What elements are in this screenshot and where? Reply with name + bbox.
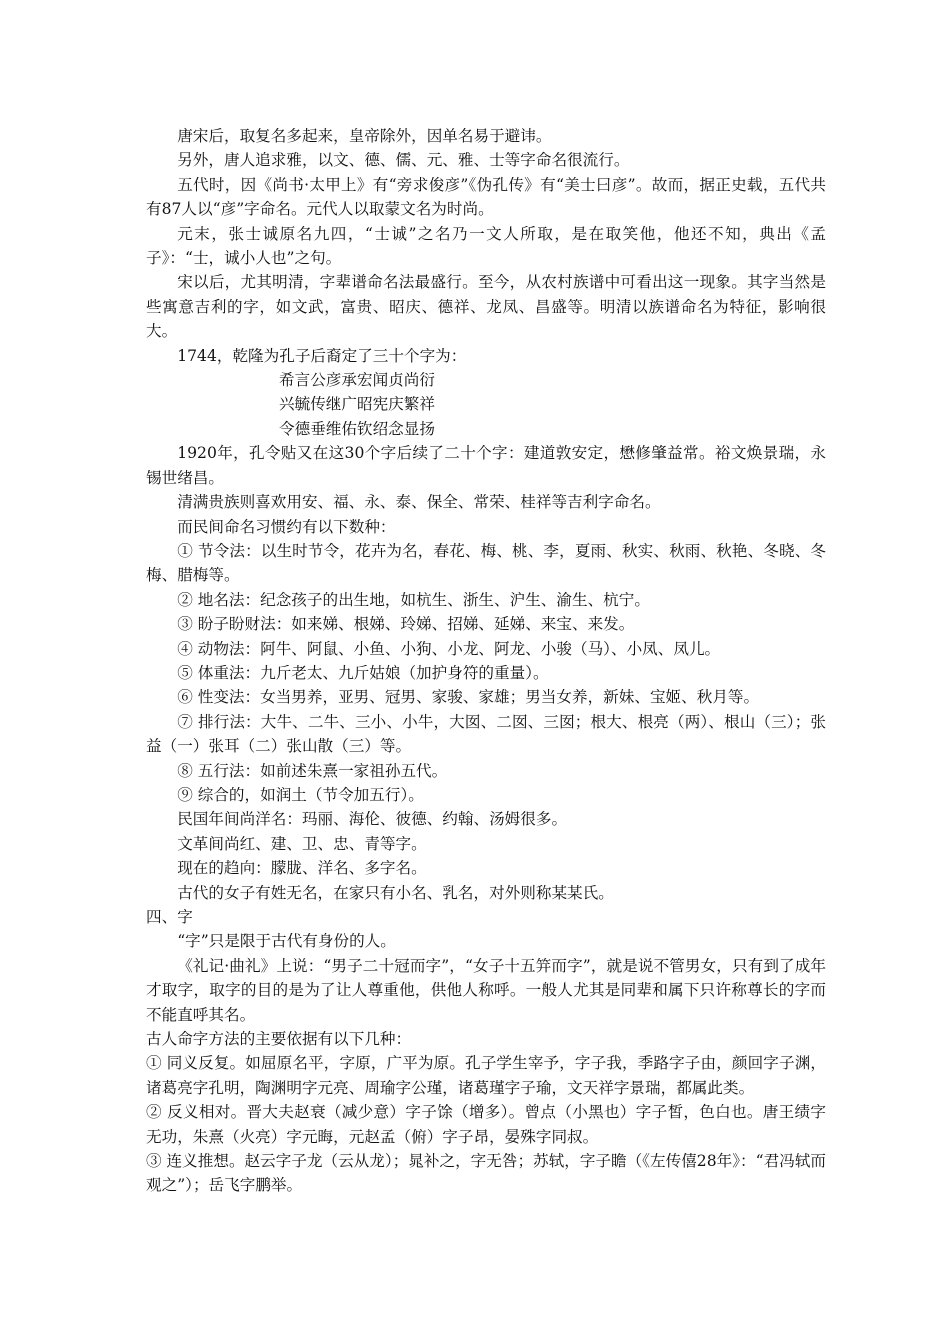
list-item-gender: ⑥ 性变法：女当男养，亚男、冠男、家骏、家雄；男当女养，新妹、宝姬、秋月等。 xyxy=(177,688,760,707)
list-item-antonym: ② 反义相对。晋大夫赵衰（减少意）字子馀（增多）。曾点（小黑也）字子皙，色白也。唐王绩字无功，朱熹（火亮）字元晦，元赵孟（俯）字子昂，晏殊字同叔。 xyxy=(146,1103,826,1146)
paragraph-liji: 《礼记·曲礼》上说：“男子二十冠而字”，“女子十五笄而字”，就是说不管男女，只有到了成年才取字，取字的目的是为了让人尊重他，供他人称呼。一般人尤其是同辈和属下只许称尊长的字而不能直呼其名。 xyxy=(146,956,826,1024)
paragraph-ancient-women: 古代的女子有姓无名，在家只有小名、乳名，对外则称某某氏。 xyxy=(177,883,614,902)
paragraph-zhang-shicheng: 元末，张士诚原名九四，“士诚”之名乃一文人所取，是在取笑他，他还不知，典出《孟子》：“士，诚小人也”之句。 xyxy=(146,224,826,268)
poem-line: 希言公彦承宏闻贞尚衍 xyxy=(279,371,435,390)
list-item-season: ① 节令法：以生时节令，花卉为名，春花、梅、桃、李，夏雨、秋实、秋雨、秋艳、冬晓、冬梅、腊梅等。 xyxy=(146,541,826,585)
paragraph-1920: 1920年，孔令贴又在这30个字后续了二十个字：建道敦安定，懋修肇益常。裕文焕景瑞，永锡世绪昌。 xyxy=(146,444,826,487)
list-item-combined: ⑨ 综合的，如润土（节令加五行）。 xyxy=(177,785,424,804)
list-item-synonym: ① 同义反复。如屈原名平，字原，广平为原。孔子学生宰予，字子我，季路字子由，颜回字子渊，诸葛亮字孔明，陶渊明字元亮、周瑜字公瑾，诸葛瑾字子瑜，文天祥字景瑞，都属此类。 xyxy=(146,1054,826,1097)
paragraph-tang-elegance: 另外，唐人追求雅，以文、德、儒、元、雅、士等字命名很流行。 xyxy=(177,151,630,170)
list-item-five-elements: ⑧ 五行法：如前述朱熹一家祖孙五代。 xyxy=(177,761,448,780)
document-page xyxy=(146,124,826,1198)
paragraph-cultural-revolution: 文革间尚红、建、卫、忠、青等字。 xyxy=(177,834,427,853)
list-item-wish: ③ 盼子盼财法：如来娣、根娣、玲娣、招娣、延娣、来宝、来发。 xyxy=(177,615,635,634)
paragraph-zi-methods: 古人命字方法的主要依据有以下几种： xyxy=(146,1030,412,1049)
list-item-weight: ⑤ 体重法：九斤老太、九斤姑娘（加护身符的重量）。 xyxy=(177,663,549,682)
list-item-association: ③ 连义推想。赵云字子龙（云从龙）；晁补之，字无咎；苏轼，字子瞻（《左传僖28年》：“君冯轼而观之”）；岳飞字鹏举。 xyxy=(146,1152,826,1195)
paragraph-republic: 民国年间尚洋名：玛丽、海伦、彼德、约翰、汤姆很多。 xyxy=(177,810,568,829)
section-heading: 四、字 xyxy=(146,908,193,926)
paragraph-manchu: 清满贵族则喜欢用安、福、永、泰、保全、常荣、桂祥等吉利字命名。 xyxy=(177,493,661,512)
poem-line: 兴毓传继广昭宪庆繁祥 xyxy=(279,395,435,414)
paragraph-folk-intro: 而民间命名习惯约有以下数种： xyxy=(177,517,396,536)
paragraph-five-dynasties: 五代时，因《尚书·太甲上》有“旁求俊彦”《伪孔传》有“美士曰彦”。故而，据正史载，五代共有87人以“彦”字命名。元代人以取蒙文名为时尚。 xyxy=(146,175,826,219)
list-item-order: ⑦ 排行法：大牛、二牛、三小、小牛，大囡、二囡、三囡；根大、根亮（两）、根山（三）；张益（一）张耳（二）张山散（三）等。 xyxy=(146,712,826,756)
paragraph-current-trend: 现在的趋向：朦胧、洋名、多字名。 xyxy=(177,859,427,878)
paragraph-zi-intro: “字”只是限于古代有身份的人。 xyxy=(177,932,396,951)
paragraph-tang-song: 唐宋后，取复名多起来，皇帝除外，因单名易于避讳。 xyxy=(177,127,552,145)
paragraph-generation-names: 宋以后，尤其明清，字辈谱命名法最盛行。至今，从农村族谱中可看出这一现象。其字当然是些寓意吉利的字，如文武，富贵、昭庆、德祥、龙凤、昌盛等。明清以族谱命名为特征，影响很大。 xyxy=(146,273,826,341)
list-item-place: ② 地名法：纪念孩子的出生地，如杭生、浙生、沪生、渝生、杭宁。 xyxy=(177,590,650,609)
poem-line: 令德垂维佑钦绍念显扬 xyxy=(279,419,435,438)
paragraph-qianlong: 1744，乾隆为孔子后裔定了三十个字为： xyxy=(177,346,467,365)
list-item-animal: ④ 动物法：阿牛、阿鼠、小鱼、小狗、小龙、阿龙、小骏（马）、小凤、凤儿。 xyxy=(177,639,721,658)
